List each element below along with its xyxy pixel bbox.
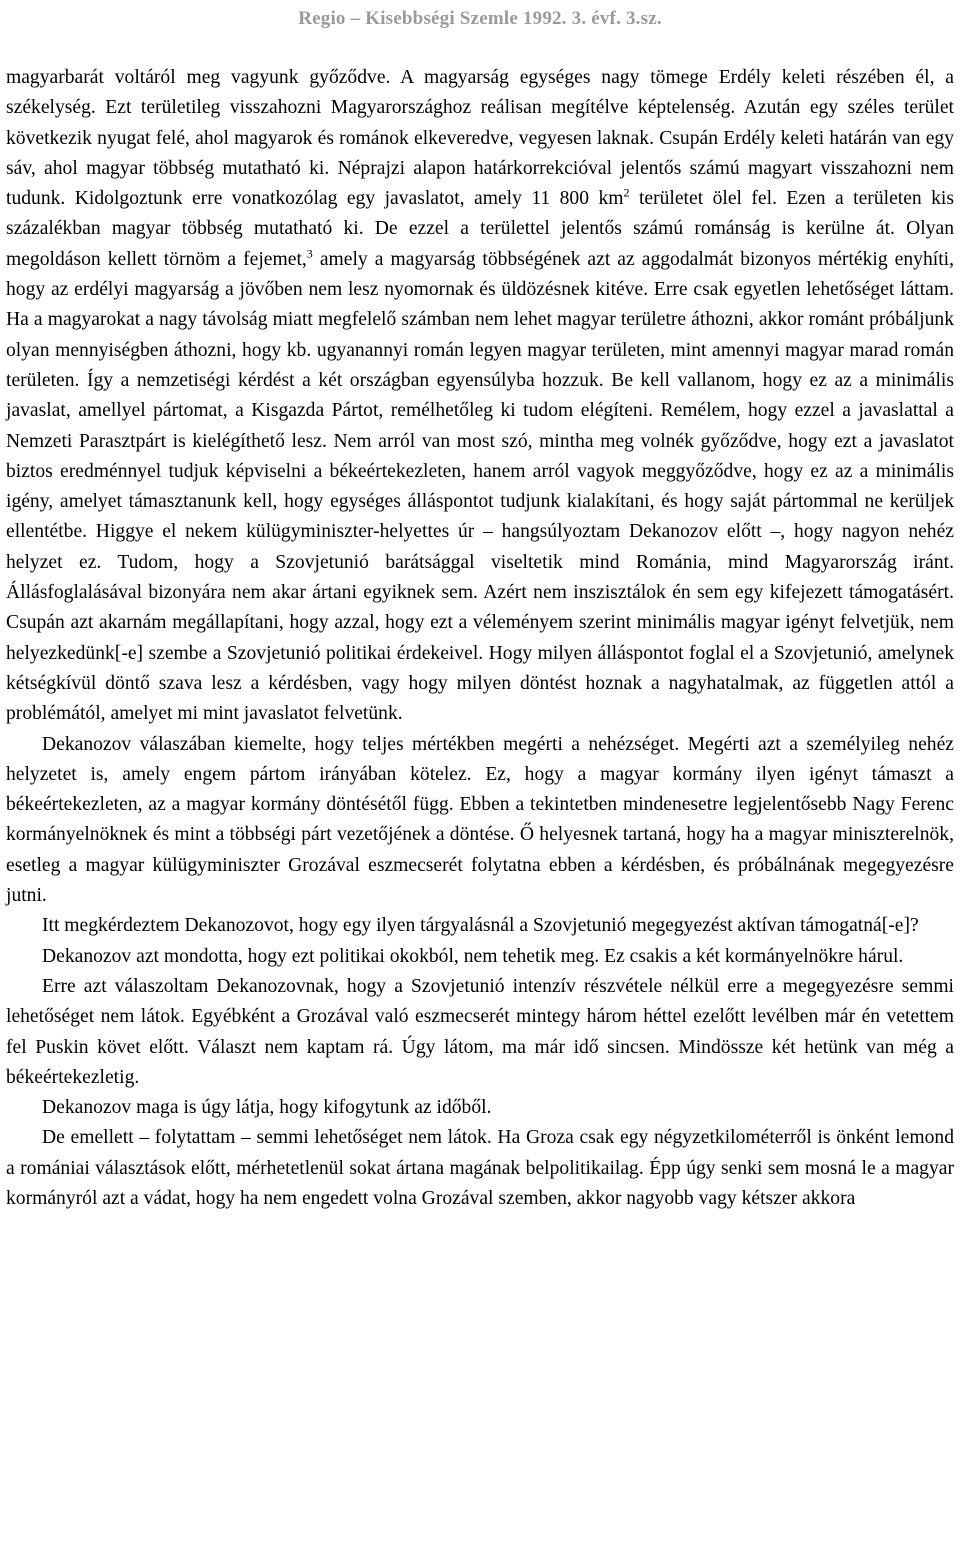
superscript-squared: 2 xyxy=(623,185,630,200)
paragraph-7: De emellett – folytattam – semmi lehetőséget nem látok. Ha Groza csak egy négyzetkilométerről is önként lemond a romániai választások előtt, mérhetetlenül sokat ártana magának belpolitikailag. Épp úgy senki sem mosná le a magyar kormányról azt a vádat, hogy ha nem engedett volna Grozával szemben, akkor nagyobb vagy kétszer akkora xyxy=(6,1127,954,1209)
footnote-marker-3[interactable]: 3 xyxy=(306,246,313,261)
article-body xyxy=(6,63,954,1214)
paragraph-4: Dekanozov azt mondotta, hogy ezt politikai okokból, nem tehetik meg. Ez csakis a két kormányelnökre hárul. xyxy=(42,945,904,967)
paragraph-3: Itt megkérdeztem Dekanozovot, hogy egy ilyen tárgyalásnál a Szovjetunió megegyezést aktívan támogatná[-e]? xyxy=(42,915,919,937)
paragraph-2: Dekanozov válaszában kiemelte, hogy teljes mértékben megérti a nehézséget. Megérti azt a személyileg nehéz helyzetet is, amely engem pártom irányában kötelez. Ez, hogy a magyar kormány ilyen igényt támaszt a békeértekezleten, az a magyar kormány döntésétől függ. Ebben a tekintetben mindenesetre legjelentősebb Nagy Ferenc kormányelnöknek és mint a többségi párt vezetőjének a döntése. Ő helyesnek tartaná, hogy ha a magyar miniszterelnök, esetleg a magyar külügyminiszter Grozával eszmecserét folytatna ebben a kérdésben, és próbálnának megegyezésre jutni. xyxy=(6,733,954,907)
paragraph-5: Erre azt válaszoltam Dekanozovnak, hogy a Szovjetunió intenzív részvétele nélkül erre a megegyezésre semmi lehetőséget nem látok. Egyébként a Grozával való eszmecserét mintegy három héttel ezelőtt levélben már én vetettem fel Puskin követ előtt. Választ nem kaptam rá. Úgy látom, ma már idő sincsen. Mindössze két hetünk van még a békeértekezletig. xyxy=(6,975,954,1088)
paragraph-1: magyarbarát voltáról meg vagyunk győződve. A magyarság egységes nagy tömege Erdély keleti részében él, a székelység. Ezt területileg visszahozni Magyarországhoz reálisan megítélve képtelenség. Azután egy széles terület következik nyugat felé, ahol magyarok és románok elkeveredve, vegyesen laknak. Csupán Erdély keleti határán van egy sáv, ahol magyar többség mutatható ki. Néprajzi alapon határkorrekcióval jelentős számú magyart visszahozni nem tudunk. Kidolgoztunk erre vonatkozólag egy javaslatot, amely 11 800 $km^2$ területet ölel fel. Ezen a területen kis százalékban magyar többség mutatható ki. De ezzel a területtel jelentős számú románság is kerülne át. Olyan megoldáson kellett törnöm a fejemet,$^3$ amely a magyarság többségének azt az aggodalmát bizonyos mértékig enyhíti, hogy az erdélyi magyarság a jövőben nem lesz nyomornak és üldözésnek kitéve. Erre csak egyetlen lehetőséget láttam. Ha a magyarokat a nagy távolság miatt megfelelő számban nem lehet magyar területre áthozni, akkor románt próbáljunk olyan mennyiségben áthozni, hogy kb. ugyanannyi román legyen magyar területen, mint amennyi magyar marad román területen. Így a nemzetiségi kérdést a két országban egyensúlyba hozzuk. Be kell vallanom, hogy ez az a minimális javaslat, amellyel pártomat, a Kisgazda Pártot, remélhetőleg ki tudom elégíteni. Remélem, hogy ezzel a javaslattal a Nemzeti Parasztpárt is kielégíthető lesz. Nem arról van most szó, mintha meg volnék győződve, hogy ezt a javaslatot biztos eredménnyel tudjuk képviselni a békeértekezleten, hanem arról vagyok meggyőződve, hogy ez az a minimális igény, amelyet támasztanunk kell, hogy egységes álláspontot tudjunk kialakítani, és hogy saját pártommal ne kerüljek ellentétbe. Higgye el nekem külügyminiszter-helyettes úr – hangsúlyoztam Dekanozov előtt –, hogy nagyon nehéz helyzet ez. Tudom, hogy a Szovjetunió barátsággal viseltetik mind Románia, mind Magyarország iránt. Állásfoglalásával bizonyára nem akar ártani egyiknek sem. Azért nem inszisztálok én sem egy kifejezett támogatásért. Csupán azt akarnám megállapítani, hogy azzal, hogy ezt a véleményem szerint minimális magyar igényt felvetjük, nem helyezkedünk[-e] szembe a Szovjetunió politikai érdekeivel. Hogy milyen álláspontot foglal el a Szovjetunió, amelynek kétségkívül döntő szava lesz a kérdésben, vagy hogy milyen döntést hoznak a nagyhatalmak, az független attól a problémától, amelyet mi mint javaslatot felvetünk. xyxy=(6,67,955,725)
paragraph-6: Dekanozov maga is úgy látja, hogy kifogytunk az időből. xyxy=(42,1097,492,1119)
running-header: Regio – Kisebbségi Szemle 1992. 3. évf. 3.sz. xyxy=(298,8,662,29)
